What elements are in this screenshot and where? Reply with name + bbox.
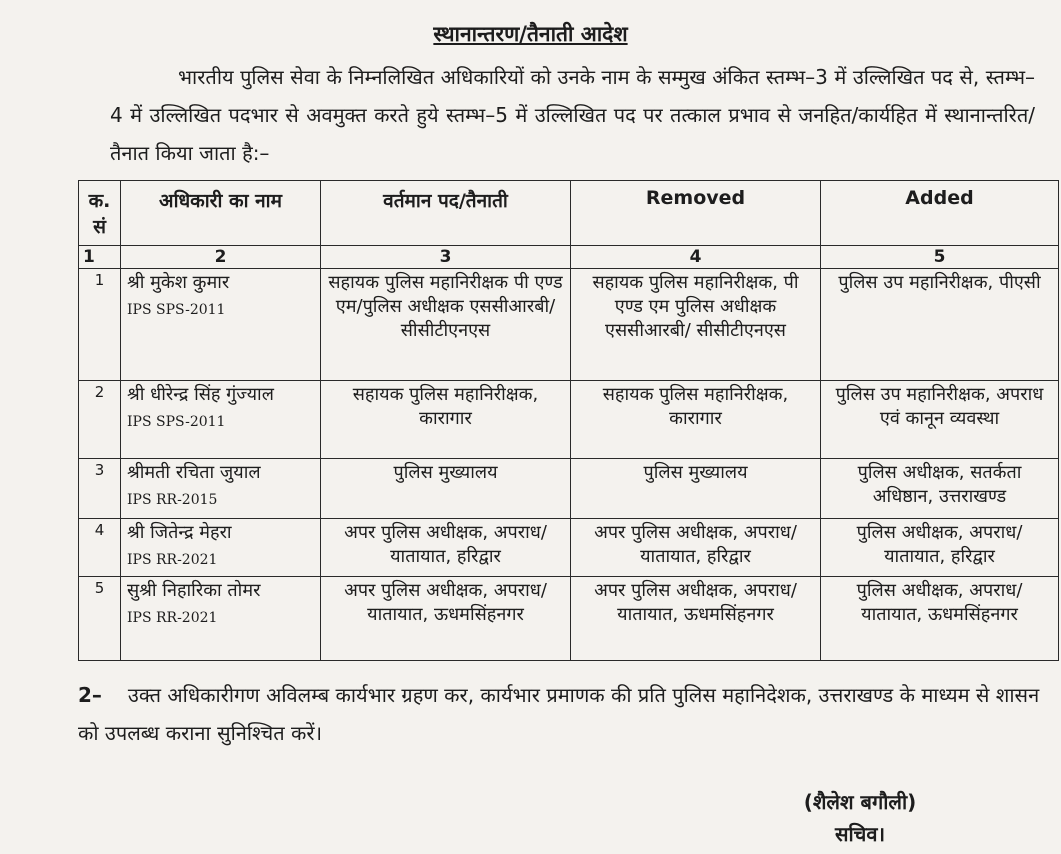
officer-name-cell bbox=[121, 459, 321, 519]
row-serial-number: 2 bbox=[79, 381, 121, 459]
column-number-row bbox=[79, 246, 1059, 269]
column-number: 3 bbox=[321, 246, 571, 269]
officer-name-cell bbox=[121, 577, 321, 661]
added-post: पुलिस उप महानिरीक्षक, अपराध एवं कानून व्यवस्था bbox=[821, 381, 1059, 459]
officer-name: श्री जितेन्द्र मेहरा bbox=[127, 522, 232, 543]
current-post: पुलिस मुख्यालय bbox=[321, 459, 571, 519]
added-post: पुलिस उप महानिरीक्षक, पीएसी bbox=[821, 269, 1059, 381]
column-number: 1 bbox=[79, 246, 121, 269]
officer-service: IPS RR-2021 bbox=[127, 610, 218, 626]
row-serial-number: 1 bbox=[79, 269, 121, 381]
added-post: पुलिस अधीक्षक, सतर्कता अधिष्ठान, उत्तराखण्ड bbox=[821, 459, 1059, 519]
header-officer-name: अधिकारी का नाम bbox=[121, 181, 321, 246]
current-post: अपर पुलिस अधीक्षक, अपराध/यातायात, ऊधमसिंहनगर bbox=[321, 577, 571, 661]
officer-service: IPS RR-2015 bbox=[127, 492, 218, 508]
column-number: 5 bbox=[821, 246, 1059, 269]
table-row bbox=[79, 381, 1059, 459]
officer-name: श्रीमती रचिता जुयाल bbox=[127, 462, 261, 483]
table-row bbox=[79, 459, 1059, 519]
header-current-post: वर्तमान पद/तैनाती bbox=[321, 181, 571, 246]
table-header-row bbox=[79, 181, 1059, 246]
table-row bbox=[79, 519, 1059, 577]
added-post: पुलिस अधीक्षक, अपराध/यातायात, हरिद्वार bbox=[821, 519, 1059, 577]
officer-service: IPS SPS-2011 bbox=[127, 414, 226, 430]
column-number: 2 bbox=[121, 246, 321, 269]
row-serial-number: 5 bbox=[79, 577, 121, 661]
header-removed: Removed bbox=[571, 181, 821, 246]
paragraph-number: 2– bbox=[78, 683, 102, 707]
transfer-table bbox=[78, 180, 1059, 661]
removed-post: अपर पुलिस अधीक्षक, अपराध/यातायात, हरिद्वार bbox=[571, 519, 821, 577]
removed-post: सहायक पुलिस महानिरीक्षक, कारागार bbox=[571, 381, 821, 459]
officer-name: श्री मुकेश कुमार bbox=[127, 272, 230, 293]
added-post: पुलिस अधीक्षक, अपराध/यातायात, ऊधमसिंहनगर bbox=[821, 577, 1059, 661]
paragraph-2-text: उक्त अधिकारीगण अविलम्ब कार्यभार ग्रहण कर, कार्यभार प्रमाणक की प्रति पुलिस महानिदेशक, उत्तराखण्ड के माध्यम से शासन को उपलब्ध कराना सुनिश्चित करें। bbox=[78, 683, 1040, 745]
header-added: Added bbox=[821, 181, 1059, 246]
row-serial-number: 3 bbox=[79, 459, 121, 519]
current-post: सहायक पुलिस महानिरीक्षक पी एण्ड एम/पुलिस अधीक्षक एससीआरबी/सीसीटीएनएस bbox=[321, 269, 571, 381]
intro-paragraph: भारतीय पुलिस सेवा के निम्नलिखित अधिकारियों को उनके नाम के सम्मुख अंकित स्तम्भ–3 में उल्लिखित पद से, स्तम्भ–4 में उल्लिखित पदभार से अवमुक्त करते हुये स्तम्भ–5 में उल्लिखित पद पर तत्काल प्रभाव से जनहित/कार्यहित में स्थानान्तरित/तैनात किया जाता है:– bbox=[110, 65, 1035, 165]
officer-name-cell bbox=[121, 269, 321, 381]
officer-service: IPS SPS-2011 bbox=[127, 302, 226, 318]
current-post: अपर पुलिस अधीक्षक, अपराध/यातायात, हरिद्वार bbox=[321, 519, 571, 577]
officer-name: श्री धीरेन्द्र सिंह गुंज्याल bbox=[127, 384, 274, 405]
removed-post: पुलिस मुख्यालय bbox=[571, 459, 821, 519]
row-serial-number: 4 bbox=[79, 519, 121, 577]
removed-post: अपर पुलिस अधीक्षक, अपराध/यातायात, ऊधमसिंहनगर bbox=[571, 577, 821, 661]
officer-name-cell bbox=[121, 381, 321, 459]
officer-service: IPS RR-2021 bbox=[127, 552, 218, 568]
signatory-name: (शैलेश बगौली) bbox=[803, 790, 917, 814]
document-title: स्थानान्तरण/तैनाती आदेश bbox=[433, 22, 628, 46]
signature-block bbox=[760, 786, 960, 850]
table-row bbox=[79, 577, 1059, 661]
column-number: 4 bbox=[571, 246, 821, 269]
officer-name-cell bbox=[121, 519, 321, 577]
paragraph-2 bbox=[78, 676, 1043, 752]
removed-post: सहायक पुलिस महानिरीक्षक, पी एण्ड एम पुलिस अधीक्षक एससीआरबी/ सीसीटीएनएस bbox=[571, 269, 821, 381]
signatory-title: सचिव। bbox=[834, 822, 886, 846]
officer-name: सुश्री निहारिका तोमर bbox=[127, 580, 261, 601]
table-row bbox=[79, 269, 1059, 381]
current-post: सहायक पुलिस महानिरीक्षक, कारागार bbox=[321, 381, 571, 459]
header-serial-number: क. सं bbox=[79, 181, 121, 246]
